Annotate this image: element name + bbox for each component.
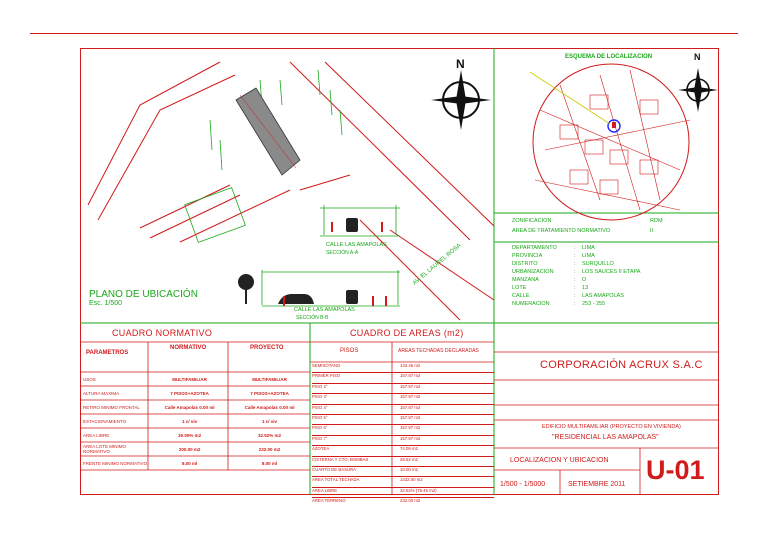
street-diagonal-label: AV. EL LAUREL ROSA bbox=[412, 242, 463, 287]
site-row: PROVINCIA : LIMA bbox=[512, 253, 595, 259]
row-label: USOS bbox=[83, 376, 96, 382]
table-row bbox=[312, 498, 494, 507]
project-line-2: "RESIDENCIAL LAS AMAPOLAS" bbox=[552, 434, 659, 441]
row-value: 157.87 m2 bbox=[400, 383, 421, 389]
site-value: 253 - 255 bbox=[582, 301, 606, 307]
north-arrow-small-icon bbox=[678, 68, 718, 112]
row-label: AREA LIBRE bbox=[83, 432, 110, 438]
site-row: LOTE : 13 bbox=[512, 285, 589, 291]
row-label: PISO 2° bbox=[312, 383, 328, 389]
row-label: CISTERNA Y CTO. BOMBAS bbox=[312, 456, 369, 462]
row-label: SEMISOTANO bbox=[312, 363, 341, 368]
sheet-name: LOCALIZACION Y UBICACION bbox=[510, 457, 609, 464]
site-label: PROVINCIA bbox=[512, 253, 543, 259]
site-value: LAS AMAPOLAS bbox=[582, 293, 624, 299]
site-label: DEPARTAMENTO bbox=[512, 245, 557, 251]
row-norm: 7 PISOS+AZOTEA bbox=[170, 390, 209, 396]
row-label: FRENTE MINIMO NORMATIVO bbox=[83, 460, 148, 466]
area-tratamiento-value: II bbox=[650, 228, 654, 234]
sheet-code: U-01 bbox=[646, 455, 705, 485]
row-value: 157.87 m2 bbox=[400, 435, 421, 441]
site-row: MANZANA : O bbox=[512, 277, 587, 283]
table-row bbox=[80, 414, 310, 428]
row-label: AREA TERRENO bbox=[312, 498, 346, 504]
table-row bbox=[312, 394, 494, 404]
row-value: 157.87 m2 bbox=[400, 404, 421, 410]
row-label: PISO 4° bbox=[312, 404, 328, 410]
site-row: DEPARTAMENTO : LIMA bbox=[512, 245, 595, 251]
site-label: URBANIZACION bbox=[512, 269, 554, 275]
row-norm: MULTIFAMILIAR bbox=[172, 376, 207, 382]
normativo-header-proj: PROYECTO bbox=[250, 345, 284, 351]
company-name: CORPORACIÓN ACRUX S.A.C bbox=[540, 359, 703, 371]
row-value: 10.00 m2 bbox=[400, 466, 418, 472]
table-row bbox=[80, 428, 310, 442]
table-row bbox=[80, 400, 310, 414]
site-value: LIMA bbox=[582, 245, 595, 251]
table-row bbox=[80, 386, 310, 400]
row-proj: Calle Amapolas 0.00 ml bbox=[244, 404, 295, 410]
plan-title: PLANO DE UBICACIÓN bbox=[89, 289, 198, 300]
row-proj: 32.52% m2 bbox=[258, 432, 282, 438]
row-value: 32.52% (75.45 m2) bbox=[400, 487, 437, 493]
row-label: PRIMER PISO bbox=[312, 373, 341, 379]
cuadro-areas-title: CUADRO DE AREAS (m2) bbox=[350, 328, 464, 338]
site-value: O bbox=[582, 277, 587, 283]
normativo-rows bbox=[80, 372, 310, 470]
site-label: LOTE bbox=[512, 285, 527, 291]
row-label: ESTACIONAMIENTO bbox=[83, 418, 127, 424]
row-label: PISO 3° bbox=[312, 394, 328, 400]
row-proj: 1 c/ viv bbox=[262, 418, 278, 424]
row-label: PISO 5° bbox=[312, 414, 328, 420]
row-value: 232.00 m2 bbox=[400, 498, 421, 504]
table-row bbox=[312, 436, 494, 446]
row-value: 74.09 m2 bbox=[400, 446, 418, 452]
areas-header-areas: AREAS TECHADAS DECLARADAS bbox=[398, 348, 479, 354]
table-row bbox=[312, 457, 494, 467]
row-value: 157.87 m2 bbox=[400, 373, 421, 379]
drawing-date: SETIEMBRE 2011 bbox=[568, 481, 626, 488]
project-line-1: EDIFICIO MULTIFAMILIAR (PROYECTO EN VIVIENDA) bbox=[542, 424, 681, 430]
site-row: NUMERACION : 253 - 255 bbox=[512, 301, 606, 307]
row-label: RETIRO MINIMO FRONTAL bbox=[83, 404, 140, 410]
site-value: SURQUILLO bbox=[582, 261, 614, 267]
row-norm: 30.00% m2 bbox=[178, 432, 202, 438]
areas-header-pisos: PISOS bbox=[340, 348, 359, 354]
row-value: 28.52 m2 bbox=[400, 456, 418, 462]
table-row bbox=[312, 373, 494, 383]
row-proj: 7 PISOS+AZOTEA bbox=[250, 390, 289, 396]
plan-scale: Esc. 1/500 bbox=[89, 300, 123, 307]
table-row bbox=[312, 446, 494, 456]
table-row bbox=[80, 442, 310, 456]
normativo-header-param: PARAMETROS bbox=[86, 350, 129, 356]
table-row bbox=[312, 425, 494, 435]
row-norm: Calle Amapolas 0.00 ml bbox=[164, 404, 215, 410]
site-data bbox=[512, 245, 712, 309]
row-label: PISO 6° bbox=[312, 425, 328, 431]
table-row bbox=[312, 415, 494, 425]
row-proj: 8.00 ml bbox=[261, 460, 278, 466]
site-row: CALLE : LAS AMAPOLAS bbox=[512, 293, 624, 299]
site-label: DISTRITO bbox=[512, 261, 538, 267]
normativo-header-norm: NORMATIVO bbox=[170, 345, 207, 351]
row-label: CUARTO DE BASURA bbox=[312, 466, 357, 472]
site-value: LIMA bbox=[582, 253, 595, 259]
row-label: ALTURA MAXIMA bbox=[83, 390, 120, 396]
section-aa-street: CALLE LAS AMAPOLAS bbox=[326, 242, 387, 248]
drawing-scale: 1/500 - 1/5000 bbox=[500, 481, 546, 488]
row-value: 157.87 m2 bbox=[400, 394, 421, 400]
north-arrow-icon bbox=[431, 70, 491, 130]
site-value: LOS SAUCES II ETAPA bbox=[582, 269, 641, 275]
table-row bbox=[312, 488, 494, 498]
zonificacion-value: RDM bbox=[650, 218, 663, 224]
row-label: AREA LOTE MINIMO NORMATIVO bbox=[83, 444, 127, 454]
table-row bbox=[312, 384, 494, 394]
row-value: 157.87 m2 bbox=[400, 414, 421, 420]
row-proj: MULTIFAMILIAR bbox=[252, 376, 287, 382]
section-aa-label: SECCIÓN A-A bbox=[326, 250, 359, 256]
site-row: DISTRITO : SURQUILLO bbox=[512, 261, 614, 267]
row-norm: 8.00 ml bbox=[181, 460, 198, 466]
sketch-north-label: N bbox=[694, 52, 701, 62]
area-tratamiento-label: AREA DE TRATAMIENTO NORMATIVO bbox=[512, 228, 611, 234]
zonificacion-label: ZONIFICACION bbox=[512, 218, 552, 224]
row-label: AREA LIBRE bbox=[312, 487, 338, 493]
table-row bbox=[312, 477, 494, 487]
row-value: 1432.00 m2 bbox=[400, 477, 423, 483]
table-row bbox=[80, 372, 310, 386]
site-label: CALLE bbox=[512, 293, 530, 299]
row-norm: 200.00 m2 bbox=[178, 446, 201, 452]
row-label: PISO 7° bbox=[312, 435, 328, 441]
table-row bbox=[80, 456, 310, 470]
areas-rows bbox=[312, 363, 494, 507]
table-row bbox=[312, 363, 494, 373]
row-value: 143.45 m2 bbox=[400, 363, 421, 368]
row-proj: 232.00 m2 bbox=[258, 446, 281, 452]
cuadro-normativo-title: CUADRO NORMATIVO bbox=[112, 328, 213, 338]
table-row bbox=[312, 405, 494, 415]
row-label: AZOTEA bbox=[312, 446, 330, 452]
section-bb-street: CALLE LAS AMAPOLAS bbox=[294, 307, 355, 313]
table-row bbox=[312, 467, 494, 477]
site-label: NUMERACION bbox=[512, 301, 550, 307]
site-label: MANZANA bbox=[512, 277, 539, 283]
row-value: 157.87 m2 bbox=[400, 425, 421, 431]
section-bb-label: SECCIÓN B-B bbox=[296, 315, 329, 321]
sketch-title: ESQUEMA DE LOCALIZACION bbox=[565, 54, 653, 60]
site-value: 13 bbox=[582, 285, 589, 291]
site-row: URBANIZACION : LOS SAUCES II ETAPA bbox=[512, 269, 641, 275]
plan-north-label: N bbox=[456, 57, 465, 71]
row-norm: 1 c/ viv bbox=[182, 418, 198, 424]
row-label: AREA TOTAL TECHADA bbox=[312, 477, 360, 483]
